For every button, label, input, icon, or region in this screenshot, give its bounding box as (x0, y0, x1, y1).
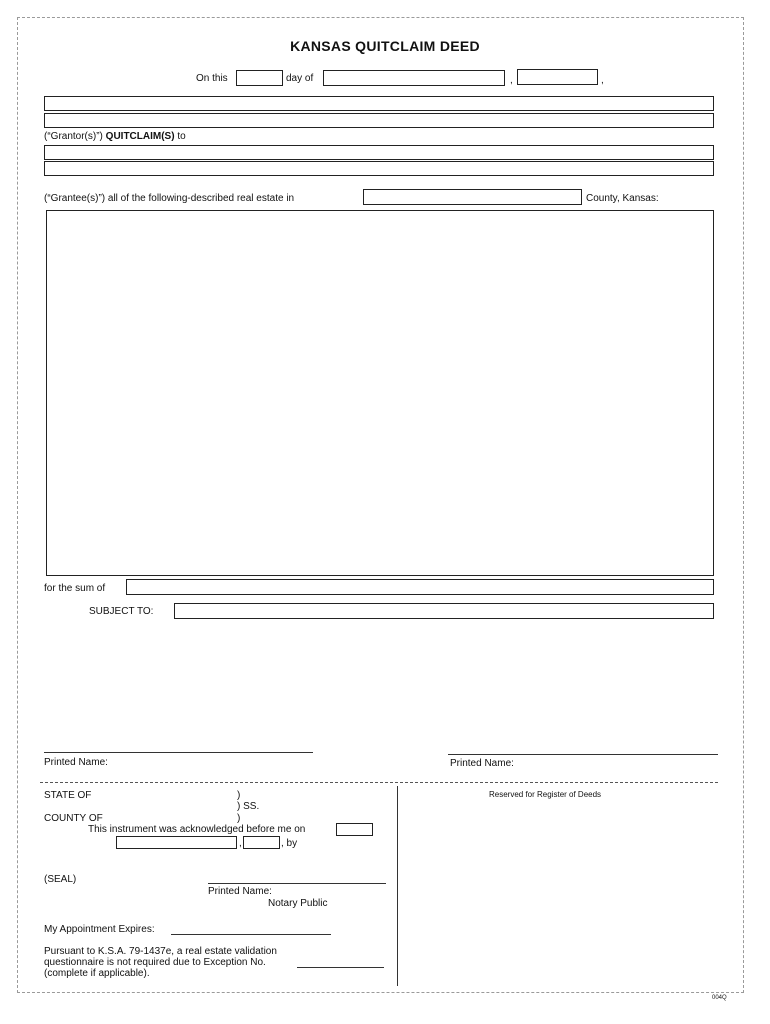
exception-line[interactable] (297, 967, 384, 968)
pursuant-line-2: questionnaire is not required due to Exception No. (44, 957, 266, 968)
notary-date-input[interactable] (336, 823, 373, 836)
sum-label: for the sum of (44, 583, 106, 594)
county-suffix: County, Kansas: (586, 193, 659, 204)
acknowledged-text: This instrument was acknowledged before me on (88, 824, 306, 835)
seal-label: (SEAL) (44, 874, 77, 885)
sum-input[interactable] (126, 579, 714, 595)
printed-name-right: Printed Name: (450, 758, 514, 769)
grantor-label-prefix: (“Grantor(s)”) (44, 131, 106, 142)
grantor-label (44, 131, 186, 142)
pursuant-line-3: (complete if applicable). (44, 968, 150, 979)
notary-printed-name: Printed Name: (208, 886, 272, 897)
paren-bottom: ) (237, 813, 241, 824)
section-divider (40, 782, 718, 783)
grantee-label: (“Grantee(s)”) all of the following-described real estate in (44, 193, 295, 204)
notary-year-input[interactable] (243, 836, 280, 849)
notary-public-label: Notary Public (268, 898, 328, 909)
grantor-field-1[interactable] (44, 96, 714, 111)
legal-description-textarea[interactable] (46, 210, 714, 576)
appointment-label: My Appointment Expires: (44, 924, 155, 935)
grantee-signature-line[interactable] (448, 754, 718, 755)
subject-to-input[interactable] (174, 603, 714, 619)
grantor-field-2[interactable] (44, 113, 714, 128)
date-end: , (601, 75, 604, 86)
county-input[interactable] (363, 189, 582, 205)
date-prefix: On this (196, 73, 228, 84)
notary-by: , by (281, 838, 298, 849)
subject-label: SUBJECT TO: (89, 606, 154, 617)
notary-comma: , (239, 838, 242, 849)
ss-label: ) SS. (237, 801, 260, 812)
printed-name-left: Printed Name: (44, 757, 108, 768)
form-code: 004Q (712, 995, 727, 1001)
year-input[interactable] (517, 69, 598, 85)
grantee-field-1[interactable] (44, 145, 714, 160)
county-of-label: COUNTY OF (44, 813, 103, 824)
grantee-field-2[interactable] (44, 161, 714, 176)
grantor-label-bold: QUITCLAIM(S) (105, 131, 175, 142)
month-input[interactable] (323, 70, 505, 86)
date-comma: , (510, 75, 513, 86)
document-title: KANSAS QUITCLAIM DEED (290, 38, 480, 54)
register-label: Reserved for Register of Deeds (489, 790, 602, 799)
grantor-signature-line[interactable] (44, 752, 313, 753)
day-input[interactable] (236, 70, 283, 86)
paren-top: ) (237, 790, 241, 801)
state-of-label: STATE OF (44, 790, 92, 801)
date-middle: day of (286, 73, 314, 84)
appointment-line[interactable] (171, 934, 331, 935)
vertical-divider (397, 786, 398, 986)
notary-signature-line[interactable] (208, 883, 386, 884)
pursuant-line-1: Pursuant to K.S.A. 79-1437e, a real estate validation (44, 946, 277, 957)
grantor-label-suffix: to (174, 131, 186, 142)
notary-month-input[interactable] (116, 836, 237, 849)
